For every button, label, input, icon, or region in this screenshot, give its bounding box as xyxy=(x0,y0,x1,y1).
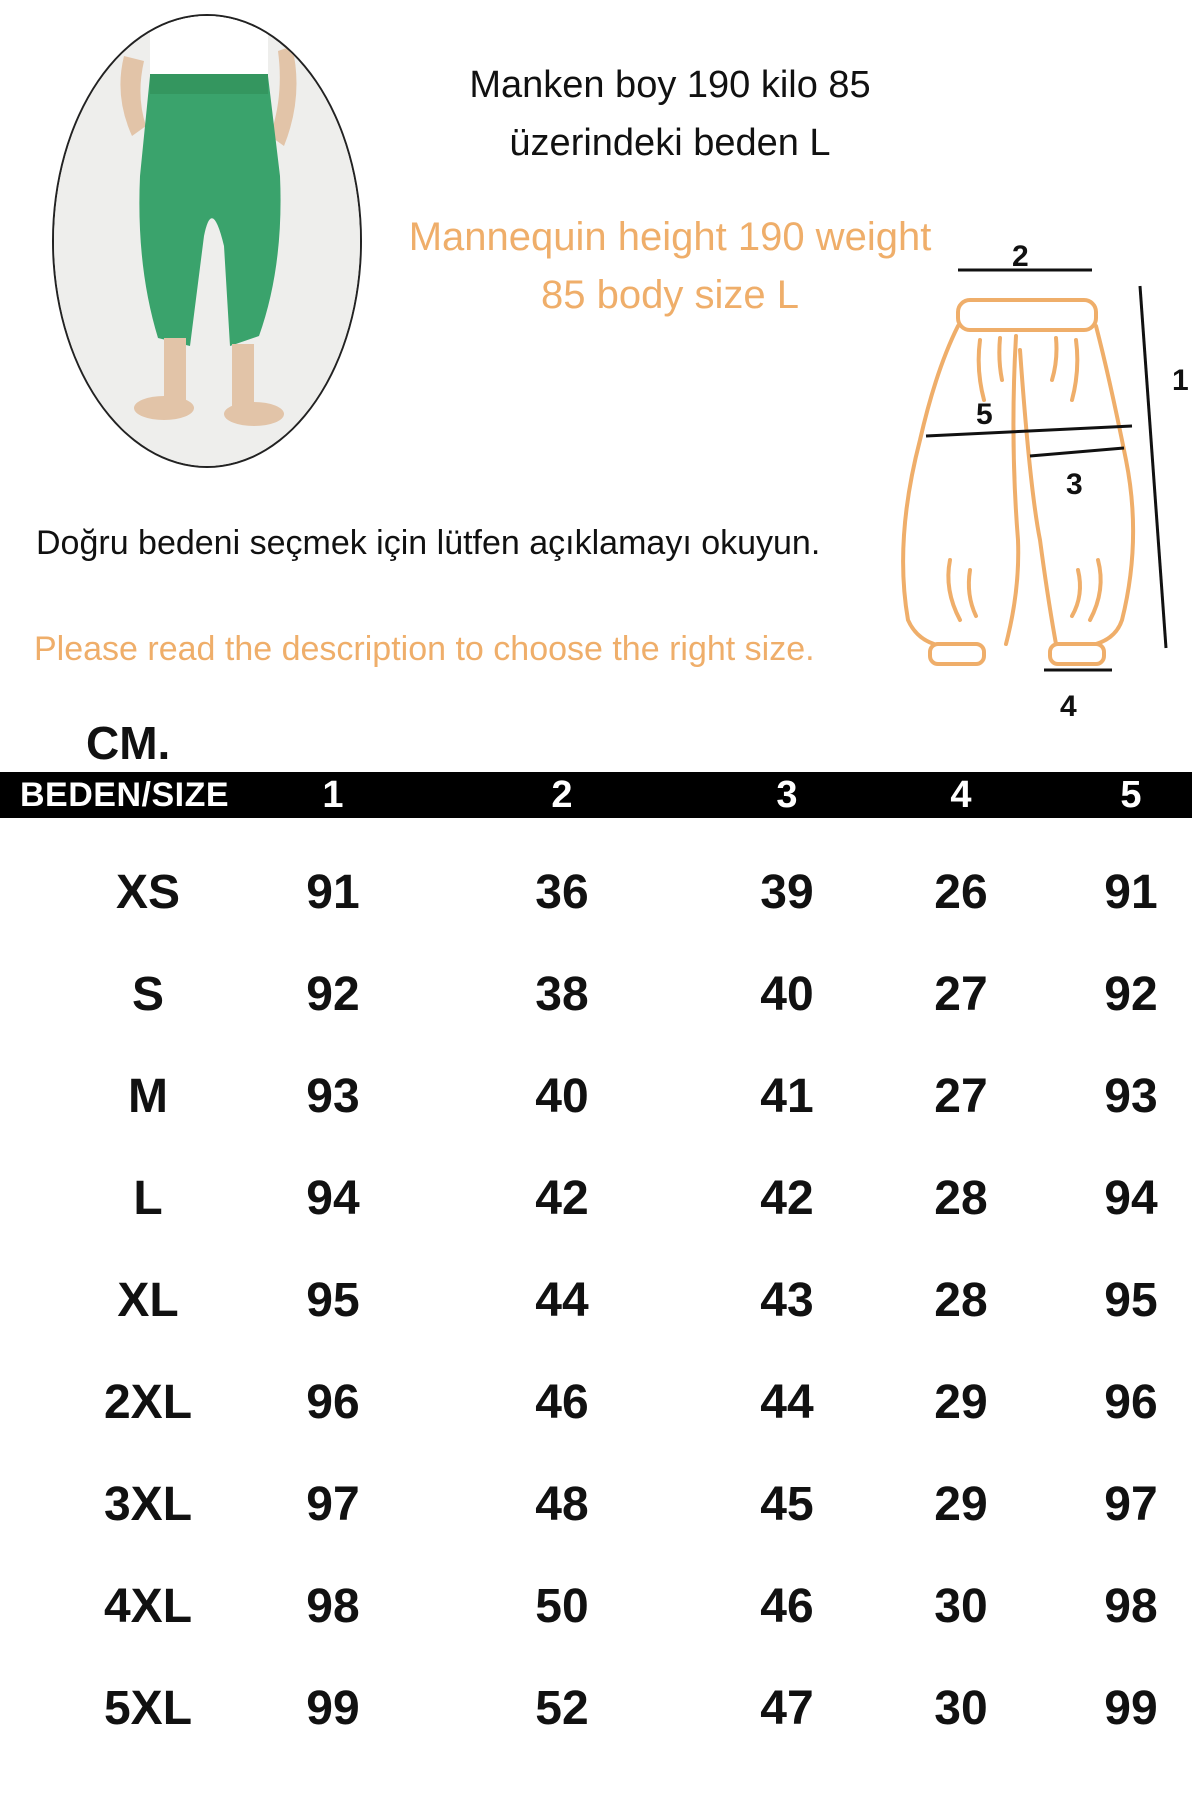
model-photo xyxy=(52,14,362,468)
measurement-cell: 96 xyxy=(1104,1376,1158,1429)
measurement-cell: 50 xyxy=(535,1580,589,1633)
measurement-cell: 47 xyxy=(760,1682,814,1735)
measurement-cell: 99 xyxy=(306,1682,360,1735)
measurement-cell: 98 xyxy=(1104,1580,1158,1633)
size-cell: XS xyxy=(115,866,181,919)
measurement-cell: 91 xyxy=(1104,866,1158,919)
measurement-diagram xyxy=(880,240,1190,720)
measurement-cell: 52 xyxy=(535,1682,589,1735)
measurement-cell: 42 xyxy=(535,1172,589,1225)
measurement-cell: 26 xyxy=(934,866,988,919)
measurement-cell: 95 xyxy=(306,1274,360,1327)
measurement-cell: 42 xyxy=(760,1172,814,1225)
measurement-cell: 38 xyxy=(535,968,589,1021)
table-row xyxy=(0,1046,1200,1148)
table-row xyxy=(0,1352,1200,1454)
diagram-label-2: 2 xyxy=(1012,240,1029,273)
diagram-label-3: 3 xyxy=(1066,468,1083,501)
size-table-body xyxy=(0,842,1200,1760)
instruction-turkish: Doğru bedeni seçmek için lütfen açıklamayı okuyun. xyxy=(36,524,821,562)
size-cell: 2XL xyxy=(103,1376,193,1429)
measurement-cell: 39 xyxy=(760,866,814,919)
measurement-cell: 46 xyxy=(535,1376,589,1429)
measurement-cell: 40 xyxy=(760,968,814,1021)
model-info-turkish-line1: Manken boy 190 kilo 85 xyxy=(469,64,871,106)
measurement-cell: 40 xyxy=(535,1070,589,1123)
size-cell: M xyxy=(128,1070,168,1123)
measurement-cell: 95 xyxy=(1104,1274,1158,1327)
unit-label: CM. xyxy=(86,717,171,769)
measurement-cell: 30 xyxy=(934,1580,988,1633)
diagram-label-5: 5 xyxy=(976,398,993,431)
measurement-cell: 29 xyxy=(934,1478,988,1531)
column-header-5: 5 xyxy=(1120,774,1142,816)
measurement-cell: 45 xyxy=(760,1478,814,1531)
measurement-cell: 30 xyxy=(934,1682,988,1735)
table-row xyxy=(0,1658,1200,1760)
model-info-english-line1: Mannequin height 190 weight xyxy=(408,215,932,259)
measurement-cell: 96 xyxy=(306,1376,360,1429)
measurement-cell: 28 xyxy=(934,1274,988,1327)
measurement-cell: 93 xyxy=(1104,1070,1158,1123)
measurement-cell: 27 xyxy=(934,968,988,1021)
model-info-turkish-line2: üzerindeki beden L xyxy=(509,122,831,164)
column-header-4: 4 xyxy=(950,774,972,816)
table-row xyxy=(0,1250,1200,1352)
measurement-cell: 27 xyxy=(934,1070,988,1123)
measurement-cell: 94 xyxy=(1104,1172,1158,1225)
size-cell: XL xyxy=(117,1274,179,1327)
column-header-3: 3 xyxy=(776,774,798,816)
table-row xyxy=(0,1454,1200,1556)
size-column-header: BEDEN/SIZE xyxy=(20,776,230,814)
size-cell: 3XL xyxy=(103,1478,193,1531)
table-row xyxy=(0,1556,1200,1658)
measurement-cell: 46 xyxy=(760,1580,814,1633)
diagram-label-1: 1 xyxy=(1172,364,1189,397)
measurement-cell: 29 xyxy=(934,1376,988,1429)
table-row xyxy=(0,1148,1200,1250)
measurement-cell: 48 xyxy=(535,1478,589,1531)
measurement-cell: 44 xyxy=(535,1274,589,1327)
measurement-cell: 92 xyxy=(306,968,360,1021)
measurement-cell: 41 xyxy=(760,1070,814,1123)
size-cell: L xyxy=(133,1172,163,1225)
measurement-cell: 92 xyxy=(1104,968,1158,1021)
size-cell: 4XL xyxy=(103,1580,193,1633)
measurement-cell: 97 xyxy=(306,1478,360,1531)
model-info-english-line2: 85 body size L xyxy=(541,273,799,317)
size-cell: 5XL xyxy=(103,1682,193,1735)
measurement-cell: 93 xyxy=(306,1070,360,1123)
column-header-2: 2 xyxy=(551,774,573,816)
table-row xyxy=(0,842,1200,944)
measurement-cell: 44 xyxy=(760,1376,814,1429)
column-header-1: 1 xyxy=(322,774,344,816)
table-header xyxy=(0,772,1192,818)
diagram-label-4: 4 xyxy=(1060,690,1077,720)
instruction-english: Please read the description to choose the right size. xyxy=(34,630,815,668)
measurement-cell: 97 xyxy=(1104,1478,1158,1531)
model-info-english xyxy=(380,208,960,324)
measurement-cell: 94 xyxy=(306,1172,360,1225)
measurement-cell: 91 xyxy=(306,866,360,919)
measurement-cell: 98 xyxy=(306,1580,360,1633)
measurement-cell: 28 xyxy=(934,1172,988,1225)
table-row xyxy=(0,944,1200,1046)
measurement-cell: 36 xyxy=(535,866,589,919)
model-info-turkish xyxy=(420,56,920,172)
measurement-cell: 99 xyxy=(1104,1682,1158,1735)
measurement-cell: 43 xyxy=(760,1274,814,1327)
size-cell: S xyxy=(131,968,165,1021)
